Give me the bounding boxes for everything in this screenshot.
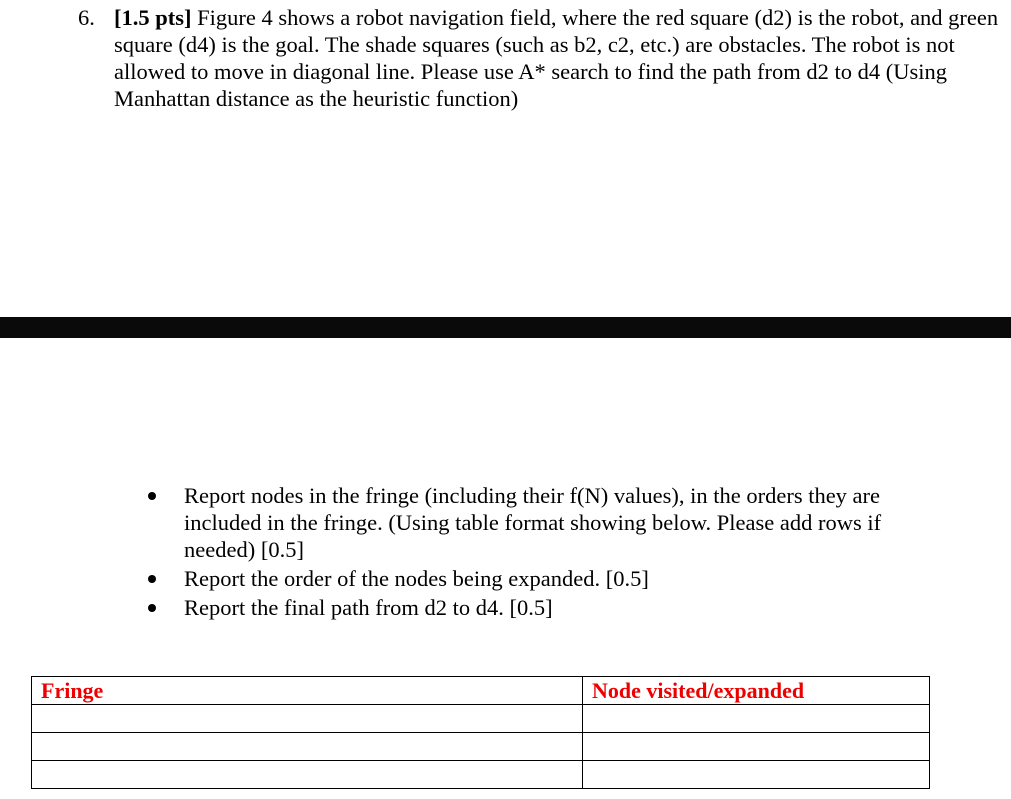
- fringe-cell[interactable]: [32, 761, 583, 789]
- node-visited-cell[interactable]: [583, 705, 930, 733]
- bullet-icon: [148, 604, 156, 612]
- answer-table: [31, 676, 930, 789]
- table-header-row: [32, 677, 930, 705]
- question-points: [1.5 pts]: [114, 5, 192, 30]
- question-text: [114, 4, 1004, 112]
- task-item: [140, 482, 940, 563]
- task-text: Report the order of the nodes being expanded. [0.5]: [184, 566, 649, 591]
- fringe-cell[interactable]: [32, 705, 583, 733]
- fringe-cell[interactable]: [32, 733, 583, 761]
- question-body: Figure 4 shows a robot navigation field, where the red square (d2) is the robot, and green square (d4) is the goal. The shade squares (such as b2, c2, etc.) are obstacles. The robot is not allowed to move in diagonal line. Please use A* search to find the path from d2 to d4 (Using Manhattan distance as the heuristic function): [114, 5, 999, 111]
- node-visited-header: Node visited/expanded: [583, 677, 930, 705]
- task-text: Report the final path from d2 to d4. [0.5]: [184, 595, 553, 620]
- table-row: [32, 705, 930, 733]
- fringe-header: Fringe: [32, 677, 583, 705]
- node-visited-cell[interactable]: [583, 761, 930, 789]
- table-row: [32, 761, 930, 789]
- task-item: [140, 594, 940, 621]
- table-row: [32, 733, 930, 761]
- task-item: [140, 565, 940, 592]
- redaction-bar: [0, 317, 1011, 338]
- task-list: [140, 482, 940, 623]
- bullet-icon: [148, 492, 156, 500]
- question-number: 6.: [78, 5, 95, 30]
- node-visited-cell[interactable]: [583, 733, 930, 761]
- task-text: Report nodes in the fringe (including their f(N) values), in the orders they are included in the fringe. (Using table format showing below. Please add rows if needed) [0.5]: [184, 483, 882, 562]
- bullet-icon: [148, 575, 156, 583]
